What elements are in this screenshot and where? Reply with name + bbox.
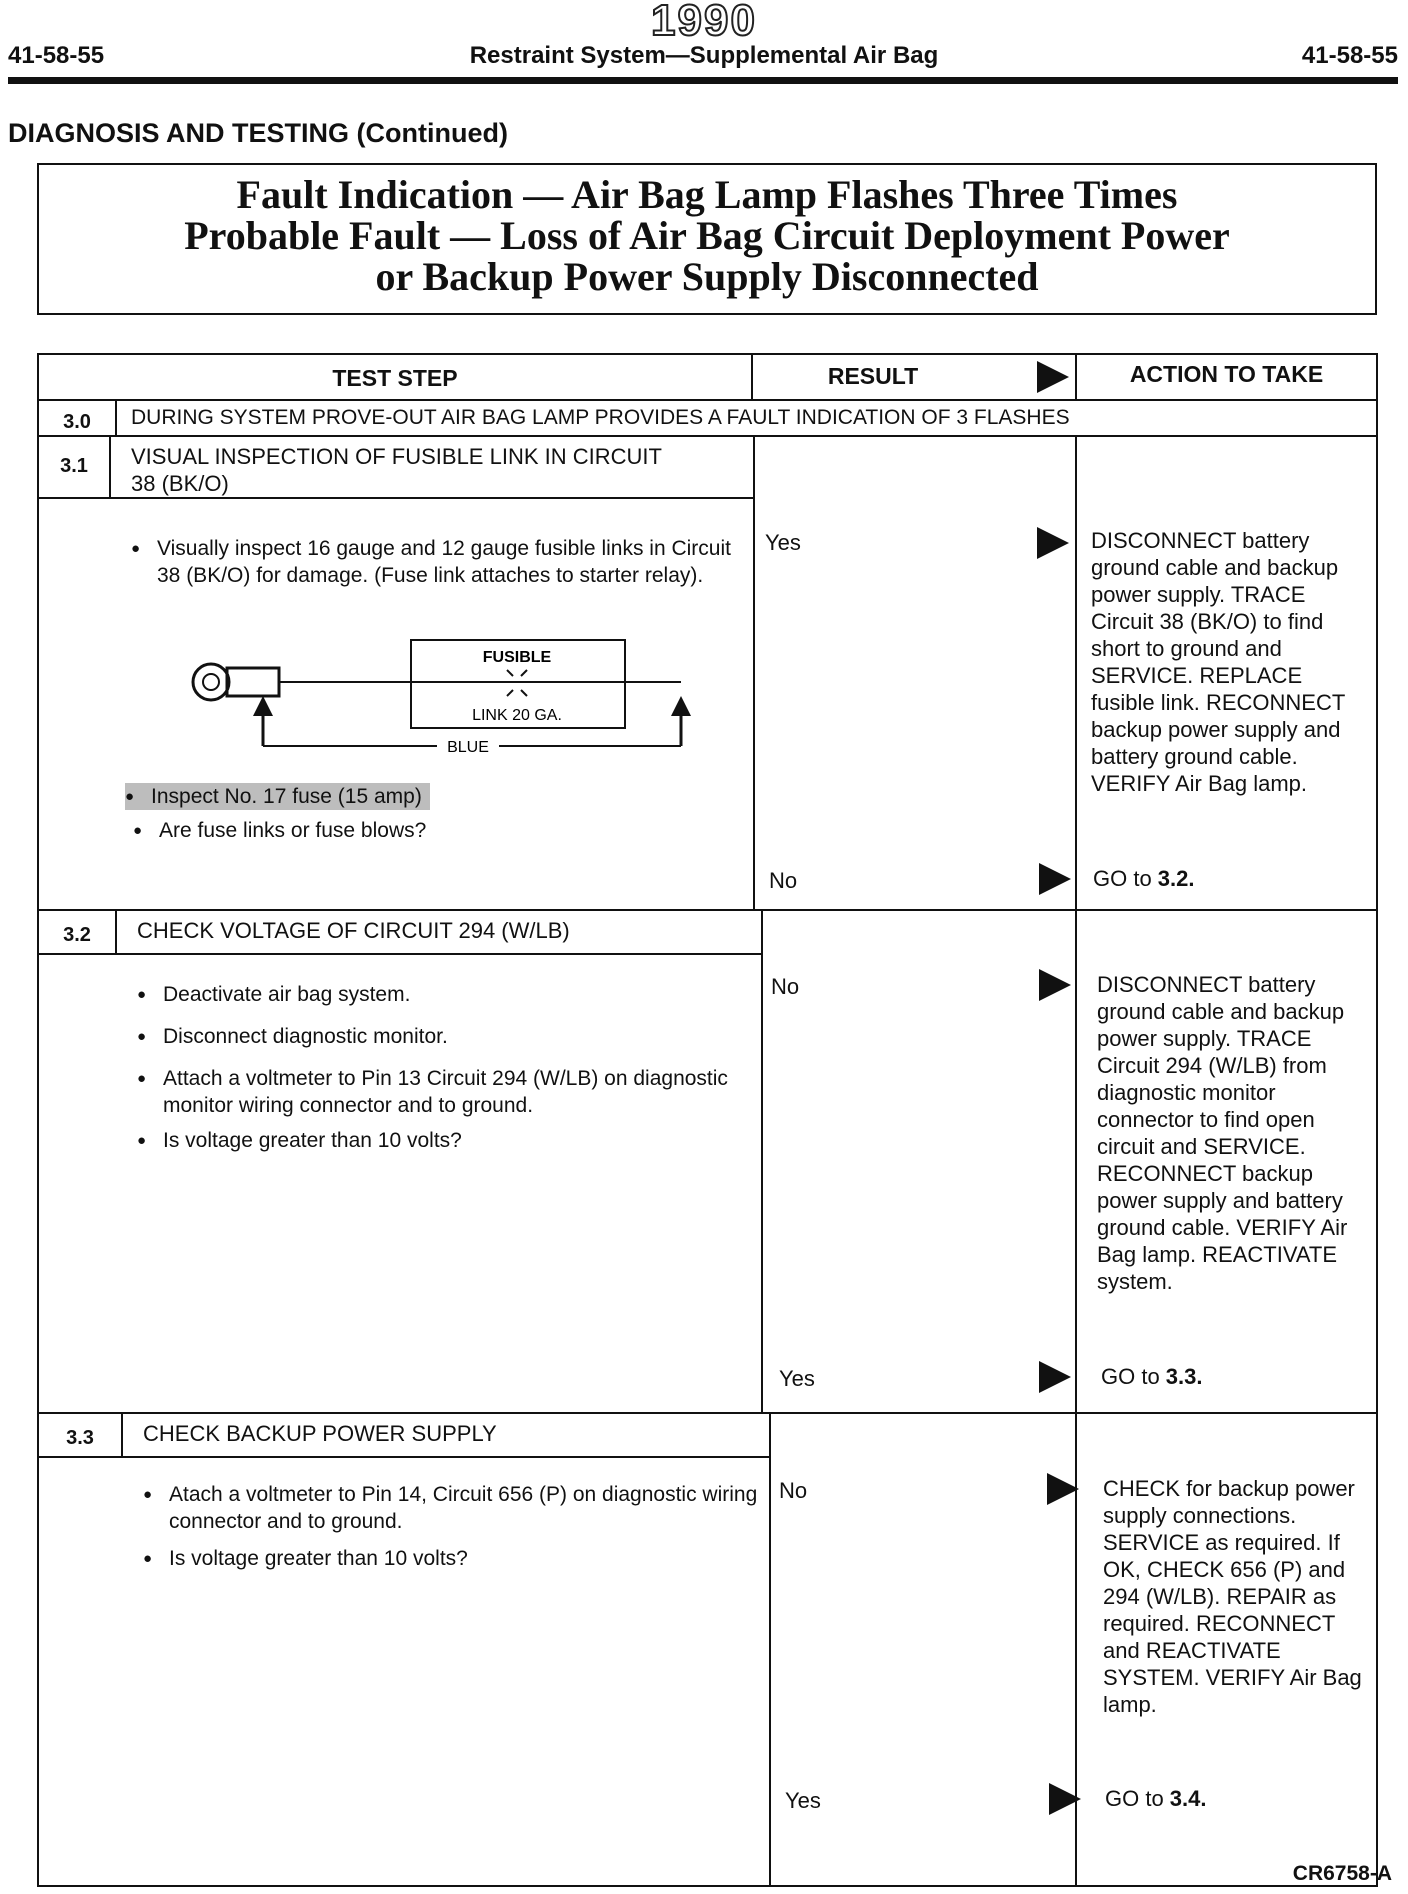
- step-3-1-bullet-3: ● Are fuse links or fuse blows?: [133, 817, 749, 844]
- goto-target: 3.4.: [1169, 1786, 1207, 1811]
- step-3-1-bullet-2: ● Inspect No. 17 fuse (15 amp): [125, 783, 430, 810]
- wire-color-label: BLUE: [447, 739, 489, 756]
- step-number-3-2: 3.2: [63, 924, 91, 946]
- step-3-1-action-yes: DISCONNECT battery ground cable and backup power supply. TRACE Circuit 38 (BK/O) to find short to ground and SERVICE. REPLACE fusible link. RECONNECT backup power supply and battery ground cable. VERIFY Air Bag lamp.: [1091, 528, 1345, 796]
- col-header-action: ACTION TO TAKE: [1129, 361, 1324, 387]
- step-3-1-title-line2: 38 (BK/O): [131, 471, 229, 496]
- arrow-up-icon: [253, 696, 273, 716]
- step-3-2-title: CHECK VOLTAGE OF CIRCUIT 294 (W/LB): [137, 918, 570, 943]
- step-3-3-title: CHECK BACKUP POWER SUPPLY: [143, 1421, 497, 1446]
- step-3-3-result-yes: Yes: [785, 1788, 821, 1813]
- fusible-label: FUSIBLE: [482, 649, 552, 666]
- section-title: DIAGNOSIS AND TESTING (Continued): [8, 118, 508, 148]
- step-3-3-bullet-2: ● Is voltage greater than 10 volts?: [143, 1545, 769, 1572]
- result-arrow-icon: [1037, 361, 1069, 393]
- result-arrow-icon: [1039, 969, 1071, 1001]
- step-3-2-action-yes: [1101, 1363, 1381, 1390]
- step-3-1-title-line1: VISUAL INSPECTION OF FUSIBLE LINK IN CIRCUIT: [131, 444, 662, 469]
- step-3-3-result-no: No: [779, 1478, 808, 1503]
- arrow-up-icon: [671, 696, 691, 716]
- step-3-3-action-yes: [1105, 1785, 1375, 1812]
- step-3-1-result-yes: Yes: [765, 530, 801, 555]
- page-title: Restraint System—Supplemental Air Bag: [469, 42, 939, 69]
- step-3-2-result-yes: Yes: [779, 1366, 815, 1391]
- figure-code: CR6758-A: [1292, 1862, 1392, 1885]
- goto-target: 3.2.: [1157, 866, 1195, 891]
- col-header-result: RESULT: [827, 363, 919, 389]
- goto-prefix: GO to: [1101, 1364, 1166, 1389]
- fault-indication-box: [37, 163, 1377, 315]
- step-3-1-title: [131, 443, 741, 497]
- page-number-left: 41-58-55: [8, 42, 105, 69]
- link-gauge-label: LINK 20 GA.: [472, 707, 562, 724]
- year-stamp: 1990: [651, 0, 757, 45]
- step-3-3-action-no: CHECK for backup power supply connections. SERVICE as required. If OK, CHECK 656 (P) and 294 (W/LB). REPAIR as required. RECONNECT and REACTIVATE SYSTEM. VERIFY Air Bag lamp.: [1103, 1476, 1362, 1717]
- step-3-1-bullet-1: ● Visually inspect 16 gauge and 12 gauge fusible links in Circuit 38 (BK/O) for damage. (Fuse link attaches to starter relay).: [131, 535, 747, 589]
- ring-terminal-icon: [193, 664, 279, 700]
- step-3-2-bullet-3: ● Attach a voltmeter to Pin 13 Circuit 294 (W/LB) on diagnostic monitor wiring connector and to ground.: [137, 1065, 763, 1119]
- goto-prefix: GO to: [1093, 866, 1158, 891]
- step-number-3-1: 3.1: [60, 455, 88, 477]
- step-3-1-action-no: [1093, 865, 1373, 892]
- fault-line-1: Fault Indication — Air Bag Lamp Flashes Three Times: [236, 172, 1178, 217]
- step-3-2-result-no: No: [771, 974, 800, 999]
- step-3-2-bullet-4: ● Is voltage greater than 10 volts?: [137, 1127, 763, 1154]
- goto-prefix: GO to: [1105, 1786, 1170, 1811]
- fusible-link-diagram: [189, 630, 709, 770]
- diagnostic-table: [37, 353, 1378, 1887]
- step-3-3-bullet-1: ● Atach a voltmeter to Pin 14, Circuit 656 (P) on diagnostic wiring connector and to ground.: [143, 1481, 769, 1535]
- header-rule: [8, 77, 1398, 84]
- step-3-2-bullet-1: ● Deactivate air bag system.: [137, 981, 763, 1008]
- col-header-test-step: TEST STEP: [332, 365, 458, 391]
- result-arrow-icon: [1037, 527, 1069, 559]
- result-arrow-icon: [1039, 1361, 1071, 1393]
- step-number-3-3: 3.3: [66, 1427, 94, 1449]
- step-3-2-action-no: DISCONNECT battery ground cable and backup power supply. TRACE Circuit 294 (W/LB) from diagnostic monitor connector to find open circuit and SERVICE. RECONNECT backup power supply and battery ground cable. VERIFY Air Bag lamp. REACTIVATE system.: [1097, 972, 1348, 1294]
- result-arrow-icon: [1039, 863, 1071, 895]
- fault-line-2: Probable Fault — Loss of Air Bag Circuit Deployment Power: [184, 213, 1230, 258]
- step-3-1-result-no: No: [769, 868, 798, 893]
- step-3-0-text: DURING SYSTEM PROVE-OUT AIR BAG LAMP PROVIDES A FAULT INDICATION OF 3 FLASHES: [131, 406, 1070, 429]
- goto-target: 3.3.: [1165, 1364, 1203, 1389]
- result-arrow-icon: [1049, 1783, 1081, 1815]
- result-arrow-icon: [1047, 1473, 1079, 1505]
- page-number-right: 41-58-55: [1301, 42, 1398, 69]
- step-number-3-0: 3.0: [63, 411, 91, 433]
- fault-line-3: or Backup Power Supply Disconnected: [375, 254, 1039, 299]
- step-3-2-bullet-2: ● Disconnect diagnostic monitor.: [137, 1023, 763, 1050]
